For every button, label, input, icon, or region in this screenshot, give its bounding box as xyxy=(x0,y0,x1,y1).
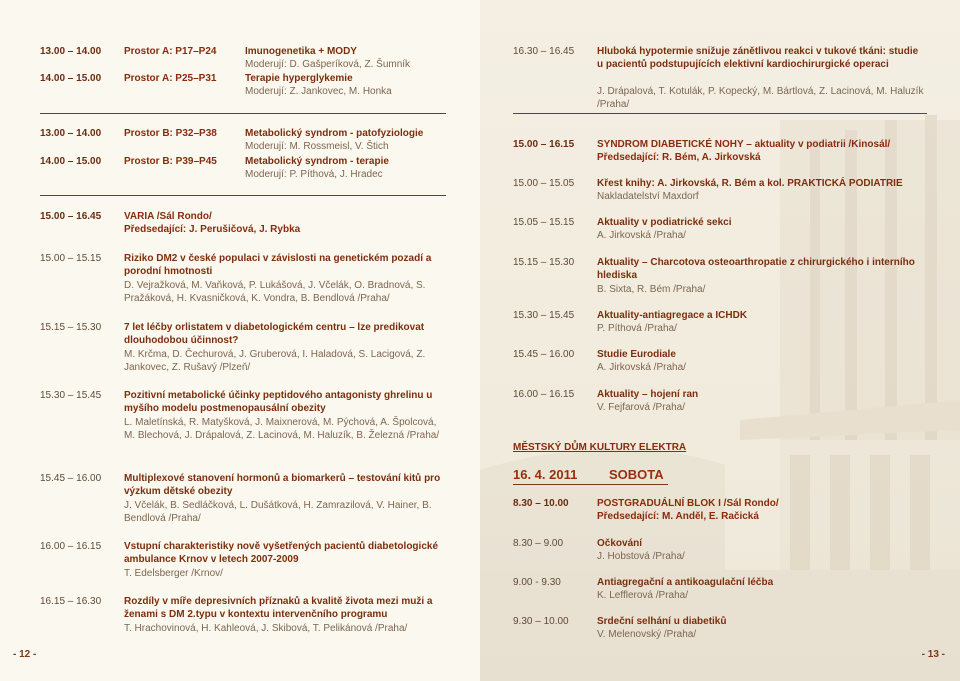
time: 16.00 – 16.15 xyxy=(513,389,575,400)
talk-authors: J. Hobstová /Praha/ xyxy=(597,551,685,562)
section-title: SYNDROM DIABETICKÉ NOHY – aktuality v podiatrii /Kinosál/ xyxy=(597,139,891,150)
divider xyxy=(513,113,927,114)
moderators: Moderují: Z. Jankovec, M. Honka xyxy=(245,86,392,97)
time: 13.00 – 14.00 xyxy=(40,46,102,57)
talk-authors: A. Jirkovská /Praha/ xyxy=(597,230,686,241)
talk-authors: Nakladatelství Maxdorf xyxy=(597,191,699,202)
time: 15.30 – 15.45 xyxy=(513,310,575,321)
talk-title: Rozdíly v míře depresivních příznaků a kvalitě života mezi muži a ženami s DM 2.typu v kontextu intervenčního programu xyxy=(124,596,433,620)
time: 15.05 – 15.15 xyxy=(513,217,575,228)
time: 9.30 – 10.00 xyxy=(513,616,569,627)
talk-title: Křest knihy: A. Jirkovská, R. Bém a kol. PRAKTICKÁ PODIATRIE xyxy=(597,178,903,189)
talk-authors: B. Sixta, R. Bém /Praha/ xyxy=(597,284,706,295)
time: 15.45 – 16.00 xyxy=(513,349,575,360)
talk-title: Hluboká hypotermie snižuje zánětlivou reakci v tukové tkáni: studie u pacientů podstupujících elektivní kardiochirurgické operaci xyxy=(597,46,919,70)
talk-title: Srdeční selhání u diabetiků xyxy=(597,616,727,627)
time: 9.00 - 9.30 xyxy=(513,577,561,588)
page-number: - 13 - xyxy=(921,649,945,660)
talk-title: Aktuality – hojení ran xyxy=(597,389,699,400)
time: 15.00 – 15.15 xyxy=(40,253,102,264)
session-title: Metabolický syndrom - patofyziologie xyxy=(245,128,424,139)
page-number: - 12 - xyxy=(13,649,37,660)
time: 13.00 – 14.00 xyxy=(40,128,102,139)
talk-authors: P. Píthová /Praha/ xyxy=(597,323,677,334)
chairs: Předsedající: M. Anděl, E. Račická xyxy=(597,511,759,522)
talk-authors: M. Krčma, D. Čechurová, J. Gruberová, I. Haladová, S. Lacigová, Z. Jankovec, Z. Rušavý /Plzeň/ xyxy=(124,349,426,373)
moderators: Moderují: P. Píthová, J. Hradec xyxy=(245,169,383,180)
room: Prostor B: P39–P45 xyxy=(124,156,217,167)
talk-authors: V. Melenovský /Praha/ xyxy=(597,629,697,640)
talk-title: Antiagregační a antikoagulační léčba xyxy=(597,577,774,588)
moderators: Moderují: D. Gašperíková, Z. Šumník xyxy=(245,59,411,70)
session-title: Imunogenetika + MODY xyxy=(245,46,357,57)
time: 14.00 – 15.00 xyxy=(40,73,102,84)
talk-authors: A. Jirkovská /Praha/ xyxy=(597,362,686,373)
date: 16. 4. 2011 xyxy=(513,467,578,482)
talk-authors: K. Lefflerová /Praha/ xyxy=(597,590,688,601)
talk-authors: T. Hrachovinová, H. Kahleová, J. Skibová, T. Pelikánová /Praha/ xyxy=(124,623,408,634)
time: 14.00 – 15.00 xyxy=(40,156,102,167)
time: 16.00 – 16.15 xyxy=(40,541,102,552)
talk-authors: D. Vejražková, M. Vaňková, P. Lukášová, J. Včelák, O. Bradnová, S. Pražáková, H. Kvasničková, K. Vondra, B. Bendlová /Praha/ xyxy=(124,280,426,304)
room: Prostor B: P32–P38 xyxy=(124,128,217,139)
time: 15.30 – 15.45 xyxy=(40,390,102,401)
date-underline xyxy=(513,484,668,485)
talk-title: Aktuality-antiagregace a ICHDK xyxy=(597,310,748,321)
time: 16.15 – 16.30 xyxy=(40,596,102,607)
talk-title: 7 let léčby orlistatem v diabetologickém centru – lze predikovat dlouhodobou účinnost? xyxy=(124,322,425,346)
time: 15.15 – 15.30 xyxy=(40,322,102,333)
section-title: VARIA /Sál Rondo/ xyxy=(124,211,212,222)
talk-authors: L. Maletínská, R. Matyšková, J. Maixnerová, M. Pýchová, A. Špolcová, M. Blechová, J. Drápalová, Z. Lacinová, M. Haluzík, B. Železná /Praha/ xyxy=(124,417,440,441)
divider xyxy=(40,113,446,114)
time: 8.30 – 9.00 xyxy=(513,538,564,549)
chairs: Předsedající: J. Perušičová, J. Rybka xyxy=(124,224,301,235)
section-title: POSTGRADUÁLNÍ BLOK I /Sál Rondo/ xyxy=(597,498,779,509)
chairs: Předsedající: R. Bém, A. Jirkovská xyxy=(597,152,761,163)
talk-title: Pozitivní metabolické účinky peptidového antagonisty ghrelinu u myšího modelu postmenopausální obezity xyxy=(124,390,433,414)
time: 15.00 – 15.05 xyxy=(513,178,575,189)
time: 16.30 – 16.45 xyxy=(513,46,575,57)
varia-section xyxy=(40,210,450,240)
time: 15.45 – 16.00 xyxy=(40,473,102,484)
talk-authors: J. Drápalová, T. Kotulák, P. Kopecký, M. Bártlová, Z. Lacinová, M. Haluzík /Praha/ xyxy=(597,86,924,110)
talk-title: Očkování xyxy=(597,538,643,549)
day: SOBOTA xyxy=(609,467,664,482)
venue-heading: MĚSTSKÝ DŮM KULTURY ELEKTRA xyxy=(513,442,687,453)
talk-authors: J. Včelák, B. Sedláčková, L. Dušátková, H. Zamrazilová, V. Hainer, B. Bendlová /Praha/ xyxy=(124,500,432,524)
talk-title: Aktuality – Charcotova osteoarthropatie z chirurgického i interního hlediska xyxy=(597,257,915,281)
time: 15.00 – 16.45 xyxy=(40,211,102,222)
talk-authors: V. Fejfarová /Praha/ xyxy=(597,402,686,413)
talk-title: Studie Eurodiale xyxy=(597,349,676,360)
time: 15.00 – 16.15 xyxy=(513,139,575,150)
page-right xyxy=(480,0,960,681)
room: Prostor A: P25–P31 xyxy=(124,73,217,84)
time: 8.30 – 10.00 xyxy=(513,498,569,509)
talk-title: Vstupní charakteristiky nově vyšetřených pacientů diabetologické ambulance Krnov v letech 2007-2009 xyxy=(124,541,438,565)
talk-title: Aktuality v podiatrické sekci xyxy=(597,217,732,228)
session-title: Terapie hyperglykemie xyxy=(245,73,353,84)
talk-title: Multiplexové stanovení hormonů a biomarkerů – testování kitů pro výzkum dětské obezity xyxy=(124,473,441,497)
moderators: Moderují: M. Rossmeisl, V. Štich xyxy=(245,141,389,152)
divider xyxy=(40,195,446,196)
talk-title: Riziko DM2 v české populaci v závislosti na genetickém pozadí a porodní hmotnosti xyxy=(124,253,432,277)
session-title: Metabolický syndrom - terapie xyxy=(245,156,389,167)
talk-authors: T. Edelsberger /Krnov/ xyxy=(124,568,223,579)
time: 15.15 – 15.30 xyxy=(513,257,575,268)
room: Prostor A: P17–P24 xyxy=(124,46,217,57)
